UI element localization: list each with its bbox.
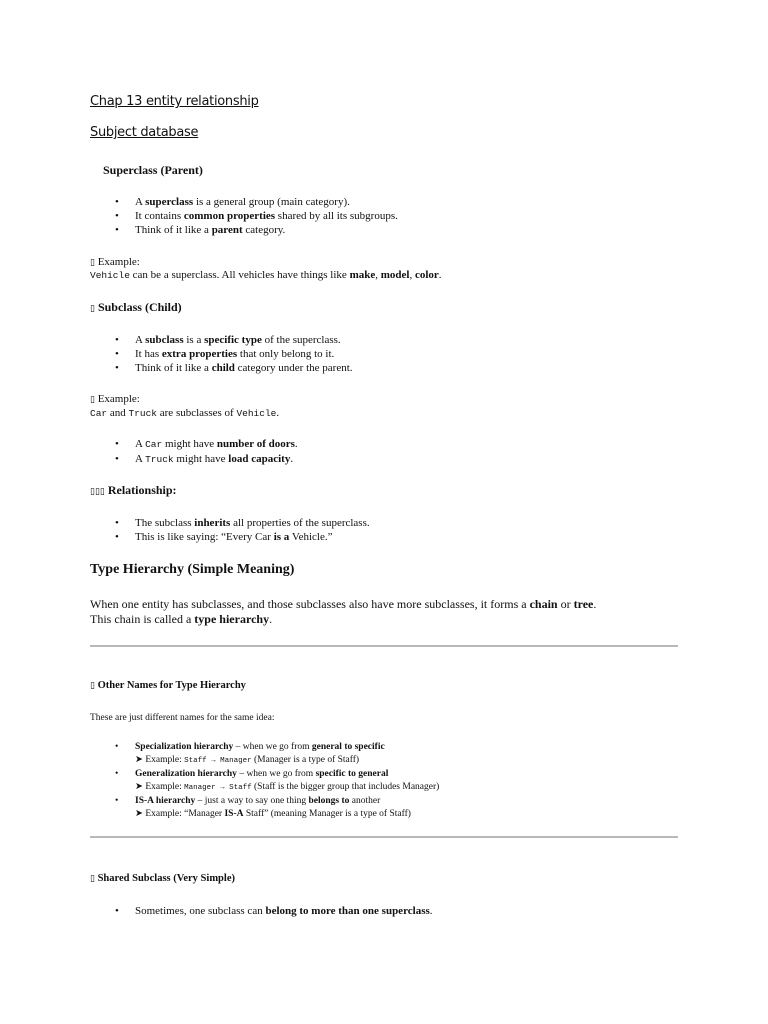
type-hierarchy-heading: Type Hierarchy (Simple Meaning) [90,562,295,577]
shared-subclass-list [90,904,690,918]
other-names-heading: ▯ Other Names for Type Hierarchy [90,680,246,691]
relationship-heading: ▯▯▯ Relationship: [90,483,177,497]
list-item: • IS-A hierarchy – just a way to say one thing belongs to another ➤ Example: “Manager IS-A Staff” (meaning Manager is a type of Staff) [115,796,411,819]
list-item: • Think of it like a parent category. [115,224,286,236]
list-item: • Sometimes, one subclass can belong to more than one superclass. [115,905,433,917]
subclass-example-text: Car and Truck are subclasses of Vehicle. [90,407,280,419]
missing-glyph-icon: ▯ [90,258,95,268]
list-item: • The subclass inherits all properties of the superclass. [115,517,370,529]
other-names-list [90,741,710,821]
subject-heading: Subject database [90,125,199,140]
horizontal-rule [90,645,678,647]
list-item: • It has extra properties that only belong to it. [115,348,335,360]
type-hierarchy-line-2: This chain is called a type hierarchy. [90,612,273,626]
shared-subclass-heading: ▯ Shared Subclass (Very Simple) [90,873,235,884]
type-hierarchy-line-1: When one entity has subclasses, and those subclasses also have more subclasses, it forms a chain or tree. [90,597,597,611]
superclass-heading: Superclass (Parent) [103,163,203,177]
subclass-heading: ▯ Subclass (Child) [90,300,182,314]
list-item: • A superclass is a general group (main category). [115,196,350,208]
superclass-example-text: Vehicle can be a superclass. All vehicles have things like make, model, color. [90,269,442,281]
list-item: • Specialization hierarchy – when we go from general to specific ➤ Example: Staff → Manager (Manager is a type of Staff) [115,742,385,765]
subclass-list [90,333,690,375]
subclass-extra-list [90,437,690,467]
missing-glyph-icon: ▯ [94,487,100,497]
list-item: • Generalization hierarchy – when we go from specific to general ➤ Example: Manager → Staff (Staff is the bigger group that includes Manager) [115,769,440,792]
list-item: • A Truck might have load capacity. [115,453,294,465]
relationship-list [90,516,690,544]
subclass-example-label: ▯ Example: [90,393,140,405]
list-item: • A subclass is a specific type of the superclass. [115,334,341,346]
list-item: • This is like saying: “Every Car is a Vehicle.” [115,531,333,543]
missing-glyph-icon: ▯ [99,487,105,497]
other-names-intro: These are just different names for the same idea: [90,713,275,723]
missing-glyph-icon: ▯ [90,395,95,405]
missing-glyph-icon: ▯ [90,681,95,691]
list-item: • Think of it like a child category under the parent. [115,362,353,374]
missing-glyph-icon: ▯ [90,487,95,497]
superclass-example-label: ▯ Example: [90,256,140,268]
missing-glyph-icon: ▯ [90,304,95,314]
list-item: • A Car might have number of doors. [115,438,298,450]
horizontal-rule [90,836,678,838]
list-item: • It contains common properties shared by all its subgroups. [115,210,398,222]
missing-glyph-icon: ▯ [90,874,95,884]
document-title: Chap 13 entity relationship [90,94,259,109]
superclass-list [90,195,690,237]
